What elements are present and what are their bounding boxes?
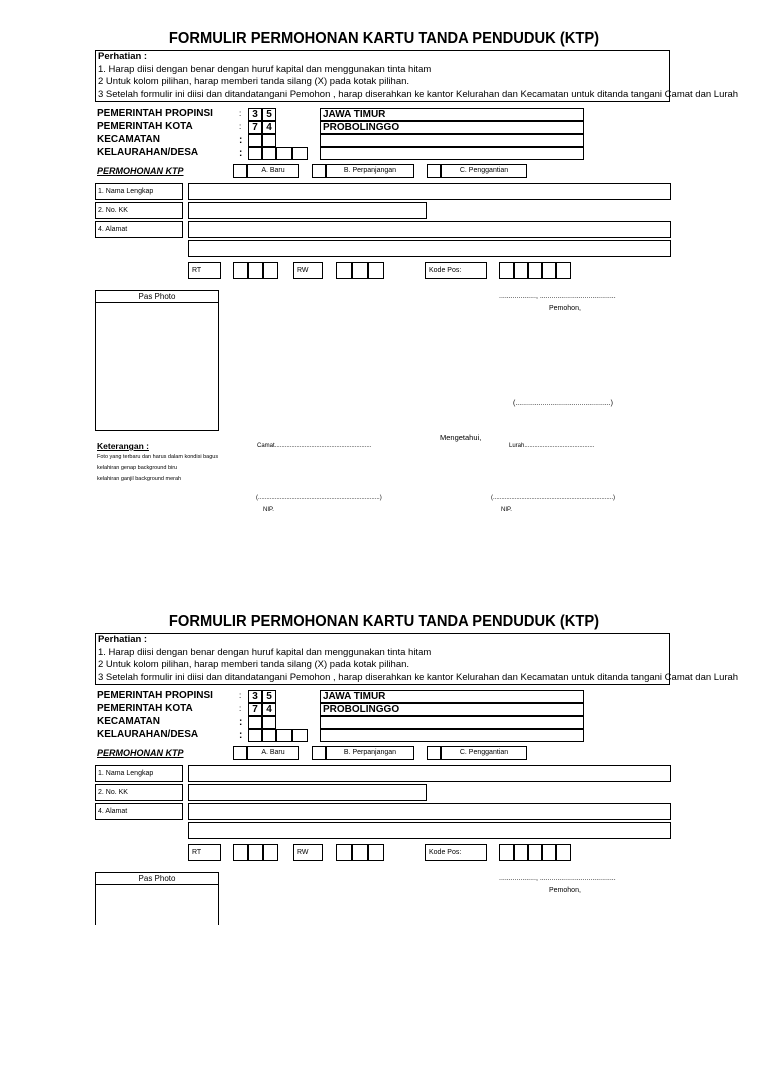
kelurahan-code-digit[interactable]: [248, 729, 262, 742]
kelurahan-label: KELAURAHAN/DESA: [97, 729, 199, 740]
rw-label: RW: [293, 844, 323, 861]
notice-box: [95, 633, 739, 685]
lurah-name-line: (........................................................................): [491, 495, 616, 501]
date-line: ..................., .......................................: [499, 875, 616, 882]
kecamatan-label: KECAMATAN: [97, 716, 160, 727]
option-perpanjangan-label: B. Perpanjangan: [326, 164, 414, 178]
pemohon-label: Pemohon,: [549, 887, 581, 894]
kelurahan-code-digit[interactable]: [292, 729, 308, 742]
form-title: FORMULIR PERMOHONAN KARTU TANDA PENDUDUK (KTP): [168, 30, 600, 47]
propinsi-code-digit[interactable]: 5: [262, 108, 276, 121]
camat-name-line: (.........................................................................): [256, 495, 382, 501]
kota-code-digit[interactable]: 7: [248, 703, 262, 716]
rt-digit[interactable]: [263, 844, 278, 861]
rw-digit[interactable]: [336, 844, 352, 861]
option-penggantian-checkbox[interactable]: [427, 746, 441, 760]
propinsi-label: PEMERINTAH PROPINSI: [97, 690, 213, 701]
keterangan-line-2: kelahiran genap background biru: [97, 465, 178, 471]
kelurahan-label: KELAURAHAN/DESA: [97, 147, 199, 158]
notice-line-2: 2 Untuk kolom pilihan, harap memberi tanda silang (X) pada kotak pilihan.: [98, 659, 410, 670]
pemohon-name-line: (.................................................): [513, 400, 613, 407]
rt-digit[interactable]: [248, 262, 263, 279]
notice-line-1: 1. Harap diisi dengan benar dengan huruf kapital dan menggunakan tinta hitam: [98, 646, 432, 658]
photo-box[interactable]: [95, 885, 219, 925]
kodepos-label: Kode Pos:: [425, 262, 487, 279]
rw-digit[interactable]: [352, 262, 368, 279]
keterangan-heading: Keterangan :: [97, 441, 149, 451]
photo-label: Pas Photo: [95, 872, 219, 885]
kota-code-digit[interactable]: 7: [248, 121, 262, 134]
kota-code-digit[interactable]: 4: [262, 121, 276, 134]
kodepos-digit[interactable]: [528, 844, 542, 861]
kk-field[interactable]: [188, 784, 427, 801]
propinsi-name-field[interactable]: JAWA TIMUR: [320, 690, 584, 703]
colon: :: [239, 109, 242, 118]
option-baru-checkbox[interactable]: [233, 164, 247, 178]
kelurahan-name-field[interactable]: [320, 147, 584, 160]
notice-heading: Perhatian :: [98, 51, 148, 62]
rw-digit[interactable]: [352, 844, 368, 861]
alamat-field-2[interactable]: [188, 822, 671, 839]
rt-digit[interactable]: [233, 844, 248, 861]
alamat-field[interactable]: [188, 803, 671, 820]
camat-label: Camat..........................................................: [257, 443, 372, 449]
colon: :: [239, 717, 243, 728]
mengetahui-label: Mengetahui,: [440, 433, 482, 442]
option-perpanjangan-checkbox[interactable]: [312, 746, 326, 760]
colon: :: [239, 122, 242, 131]
kelurahan-code-digit[interactable]: [248, 147, 262, 160]
kelurahan-code-digit[interactable]: [276, 147, 292, 160]
rt-label: RT: [188, 262, 221, 279]
kota-name-field[interactable]: PROBOLINGGO: [320, 121, 584, 134]
kk-field[interactable]: [188, 202, 427, 219]
kodepos-digit[interactable]: [514, 844, 528, 861]
option-baru-label: A. Baru: [247, 164, 299, 178]
propinsi-code-digit[interactable]: 5: [262, 690, 276, 703]
option-penggantian-label: C. Penggantian: [441, 746, 527, 760]
kecamatan-name-field[interactable]: [320, 716, 584, 729]
rw-digit[interactable]: [368, 844, 384, 861]
option-perpanjangan-label: B. Perpanjangan: [326, 746, 414, 760]
kecamatan-code-digit[interactable]: [262, 716, 276, 729]
alamat-field-2[interactable]: [188, 240, 671, 257]
notice-line-1: 1. Harap diisi dengan benar dengan huruf kapital dan menggunakan tinta hitam: [98, 63, 432, 75]
notice-line-3: 3 Setelah formulir ini diisi dan ditandatangani Pemohon , harap diserahkan ke kantor Kelurahan dan Kecamatan untuk ditanda tangani Camat dan Lurah: [98, 671, 739, 683]
propinsi-name-field[interactable]: JAWA TIMUR: [320, 108, 584, 121]
option-penggantian-label: C. Penggantian: [441, 164, 527, 178]
notice-line-3: 3 Setelah formulir ini diisi dan ditandatangani Pemohon , harap diserahkan ke kantor Kelurahan dan Kecamatan untuk ditanda tangani Camat dan Lurah: [98, 88, 739, 100]
alamat-label: 4. Alamat: [95, 221, 183, 238]
nama-label: 1. Nama Lengkap: [95, 765, 183, 782]
kodepos-digit[interactable]: [542, 844, 556, 861]
rw-digit[interactable]: [336, 262, 352, 279]
rt-digit[interactable]: [248, 844, 263, 861]
kodepos-digit[interactable]: [556, 844, 571, 861]
kecamatan-code-digit[interactable]: [262, 134, 276, 147]
lurah-nip: NIP.: [501, 507, 512, 513]
kecamatan-code-digit[interactable]: [248, 134, 262, 147]
colon: :: [239, 135, 243, 146]
kota-label: PEMERINTAH KOTA: [97, 121, 193, 132]
alamat-field[interactable]: [188, 221, 671, 238]
kota-name-field[interactable]: PROBOLINGGO: [320, 703, 584, 716]
kk-label: 2. No. KK: [95, 202, 183, 219]
kelurahan-code-digit[interactable]: [292, 147, 308, 160]
kelurahan-name-field[interactable]: [320, 729, 584, 742]
option-perpanjangan-checkbox[interactable]: [312, 164, 326, 178]
colon: :: [239, 148, 243, 159]
rw-digit[interactable]: [368, 262, 384, 279]
propinsi-label: PEMERINTAH PROPINSI: [97, 108, 213, 119]
photo-label: Pas Photo: [95, 290, 219, 303]
kota-code-digit[interactable]: 4: [262, 703, 276, 716]
kecamatan-code-digit[interactable]: [248, 716, 262, 729]
ktp-form-2: [0, 583, 768, 1083]
option-baru-label: A. Baru: [247, 746, 299, 760]
notice-line-2: 2 Untuk kolom pilihan, harap memberi tanda silang (X) pada kotak pilihan.: [98, 76, 410, 87]
kelurahan-code-digit[interactable]: [276, 729, 292, 742]
option-penggantian-checkbox[interactable]: [427, 164, 441, 178]
colon: :: [239, 704, 242, 713]
rt-label: RT: [188, 844, 221, 861]
kodepos-digit[interactable]: [499, 262, 514, 279]
rt-digit[interactable]: [263, 262, 278, 279]
kk-label: 2. No. KK: [95, 784, 183, 801]
date-line: ..................., .......................................: [499, 293, 616, 300]
propinsi-code-digit[interactable]: 3: [248, 108, 262, 121]
permohonan-label: PERMOHONAN KTP: [97, 166, 184, 176]
pemohon-label: Pemohon,: [549, 305, 581, 312]
keterangan-line-1: Foto yang terbaru dan harus dalam kondisi bagus: [97, 454, 219, 460]
ktp-form-1: [0, 0, 768, 513]
kodepos-digit[interactable]: [542, 262, 556, 279]
nama-field[interactable]: [188, 765, 671, 782]
kecamatan-label: KECAMATAN: [97, 134, 160, 145]
nama-field[interactable]: [188, 183, 671, 200]
kodepos-digit[interactable]: [514, 262, 528, 279]
form-title: FORMULIR PERMOHONAN KARTU TANDA PENDUDUK (KTP): [168, 613, 600, 630]
rt-digit[interactable]: [233, 262, 248, 279]
kodepos-label: Kode Pos:: [425, 844, 487, 861]
alamat-label: 4. Alamat: [95, 803, 183, 820]
keterangan-line-3: kelahiran ganjil background merah: [97, 476, 182, 482]
notice-heading: Perhatian :: [98, 634, 148, 645]
photo-box[interactable]: [95, 303, 219, 431]
rw-label: RW: [293, 262, 323, 279]
colon: :: [239, 691, 242, 700]
propinsi-code-digit[interactable]: 3: [248, 690, 262, 703]
kodepos-digit[interactable]: [528, 262, 542, 279]
kelurahan-code-digit[interactable]: [262, 147, 276, 160]
nama-label: 1. Nama Lengkap: [95, 183, 183, 200]
kodepos-digit[interactable]: [556, 262, 571, 279]
camat-nip: NIP.: [263, 507, 274, 513]
colon: :: [239, 730, 243, 741]
kecamatan-name-field[interactable]: [320, 134, 584, 147]
lurah-label: Lurah..........................................: [509, 443, 595, 449]
kelurahan-code-digit[interactable]: [262, 729, 276, 742]
option-baru-checkbox[interactable]: [233, 746, 247, 760]
kota-label: PEMERINTAH KOTA: [97, 703, 193, 714]
notice-box: [95, 50, 739, 102]
kodepos-digit[interactable]: [499, 844, 514, 861]
permohonan-label: PERMOHONAN KTP: [97, 748, 184, 758]
